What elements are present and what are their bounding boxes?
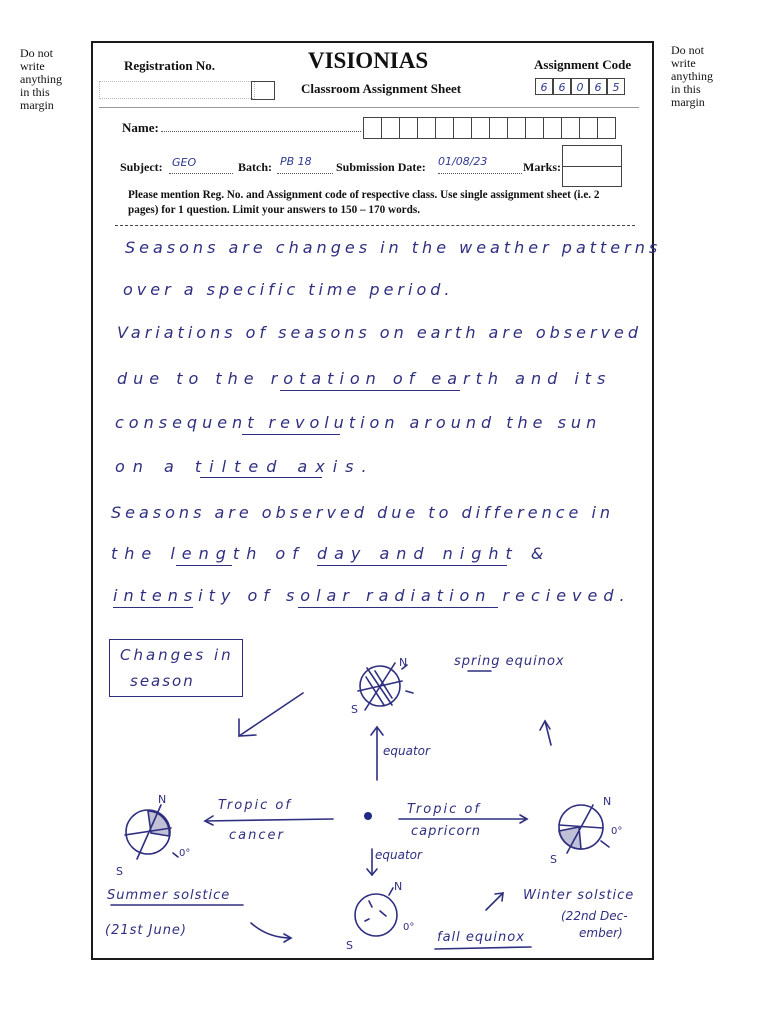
instructions-text: Please mention Reg. No. and Assignment code of respective class. Use single assignment sheet (i.e. 2 pages) for 1 question. Limit your answers to 150 – 170 words. (128, 189, 600, 216)
answer-line: consequent revolution around the sun (115, 413, 602, 432)
margin-note-left (20, 47, 62, 112)
code-digit: 6 (589, 78, 607, 95)
sun-dot (364, 812, 372, 820)
answer-line: Seasons are changes in the weather patterns (125, 238, 662, 257)
south-label: S (550, 853, 557, 866)
marks-label: Marks: (523, 160, 561, 174)
earth-globe-winter (559, 805, 609, 853)
winter-solstice-label: Winter solstice (523, 888, 635, 903)
winter-date-label: ember) (579, 926, 623, 940)
margin-note-line: Do not (20, 46, 53, 60)
south-label: S (116, 865, 123, 878)
summer-solstice-label: Summer solstice (107, 888, 231, 903)
box-label-line: season (130, 672, 195, 690)
margin-note-line: anything (671, 69, 713, 83)
answer-line: intensity of solar radiation recieved. (113, 586, 631, 605)
tropic-cancer-label: cancer (229, 828, 285, 843)
margin-note-line: in this (671, 82, 701, 96)
earth-globe-fall (355, 888, 397, 936)
sheet-subtitle: Classroom Assignment Sheet (301, 81, 462, 96)
arrow-spring-up (540, 721, 551, 745)
tropic-cancer-label: Tropic of (218, 798, 292, 813)
answer-line: Variations of seasons on earth are observed (117, 323, 643, 342)
answer-line: over a specific time period. (123, 280, 454, 299)
answer-line: on a tilted axis. (115, 457, 375, 476)
margin-note-line: anything (20, 72, 62, 86)
tropic-capricorn-label: Tropic of (407, 802, 481, 817)
answer-line: Seasons are observed due to difference in (111, 503, 615, 522)
north-label: N (603, 795, 612, 808)
south-label: S (346, 939, 353, 952)
south-label: S (351, 703, 358, 716)
name-label: Name: (122, 120, 159, 135)
subject-label: Subject: (120, 160, 163, 174)
equator-top-label: equator (383, 744, 430, 758)
batch-value: PB 18 (280, 155, 312, 168)
margin-note-line: margin (20, 98, 54, 112)
winter-date-label: (22nd Dec- (561, 909, 628, 923)
summer-date-label: (21st June) (105, 923, 187, 938)
code-digit: 0 (571, 78, 589, 95)
code-digit: 6 (553, 78, 571, 95)
arrow-tropic-cancer (205, 816, 333, 825)
north-label: N (158, 793, 167, 806)
code-digit: 6 (535, 78, 553, 95)
arrow-equator-up (371, 727, 383, 780)
degree-label: 0° (611, 826, 623, 837)
answer-line: the length of day and night & (111, 544, 551, 563)
fall-equinox-label: fall equinox (437, 930, 525, 945)
brand-title: VISIONIAS (308, 48, 429, 73)
equator-bottom-label: equator (375, 848, 422, 862)
degree-label: 0° (403, 922, 415, 933)
arrow-fall-to-winter (486, 893, 503, 910)
submission-date-value: 01/08/23 (438, 155, 488, 168)
assignment-code-label: Assignment Code (534, 57, 632, 72)
registration-label: Registration No. (124, 58, 215, 73)
batch-label: Batch: (238, 160, 272, 174)
arrow-summer-to-fall (251, 923, 291, 942)
tropic-capricorn-label: capricorn (411, 824, 482, 839)
north-label: N (394, 880, 403, 893)
earth-globe-summer (125, 805, 178, 859)
margin-note-line: write (671, 56, 696, 70)
submission-date-label: Submission Date: (336, 160, 426, 174)
answer-line: due to the rotation of earth and its (117, 369, 612, 388)
season-diagram-drawing (93, 43, 652, 958)
margin-note-right (671, 44, 713, 109)
north-label: N (399, 656, 408, 669)
margin-note-line: in this (20, 85, 50, 99)
code-digit: 5 (607, 78, 625, 95)
spring-equinox-label: spring equinox (454, 654, 565, 669)
arrow-to-box (239, 693, 303, 736)
margin-note-line: Do not (671, 43, 704, 57)
subject-value: GEO (172, 156, 197, 169)
assignment-sheet (91, 41, 662, 960)
degree-label: 0° (179, 848, 191, 859)
margin-note-line: margin (671, 95, 705, 109)
box-label-line: Changes in (120, 646, 234, 664)
margin-note-line: write (20, 59, 45, 73)
earth-globe-spring (358, 663, 413, 710)
